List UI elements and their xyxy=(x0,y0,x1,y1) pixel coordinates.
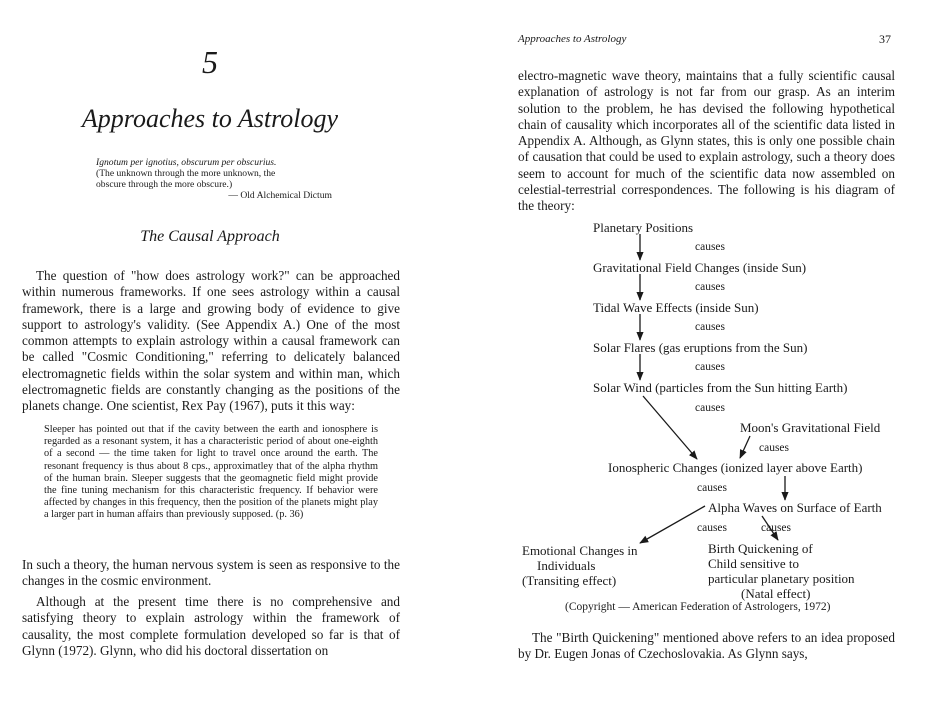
causes-label-8: causes xyxy=(697,522,728,534)
block-quote: Sleeper has pointed out that if the cavity between the earth and ionosphere is regarded as a resonant system, it has a characteristic period of about one-eighth of a second — the time taken for light to travel once around the earth. The resonant frequency is thus about 8 cps., approximatley that of the alpha rhythm of the human brain. Sleeper suggests that the geomagnetic field might provide the fine tuning mechanism for this characteristic frequency. If behavior were affected by changes in this frequency, then the position of the planets might play a larger part in human affairs than previously supposed. (p. 36) xyxy=(44,424,378,521)
right-page xyxy=(475,0,950,709)
node-moons-field: Moon's Gravitational Field xyxy=(740,420,881,435)
diagram-copyright: (Copyright — American Federation of Astrologers, 1972) xyxy=(565,601,831,613)
arrow-5 xyxy=(643,396,697,459)
right-paragraph-2: The "Birth Quickening" mentioned above refers to an idea proposed by Dr. Eugen Jonas of Czechoslovakia. As Glynn says, xyxy=(518,630,895,662)
running-head: Approaches to Astrology xyxy=(518,33,627,45)
section-title: The Causal Approach xyxy=(140,228,280,245)
arrow-8 xyxy=(640,506,705,543)
node-birth-line-4: (Natal effect) xyxy=(741,586,811,601)
causes-label-9: causes xyxy=(761,522,792,534)
causes-label-5: causes xyxy=(695,402,726,414)
node-birth-line-3: particular planetary position xyxy=(708,571,855,586)
node-emotional-line-2: Individuals xyxy=(537,558,596,573)
causes-label-3: causes xyxy=(695,321,726,333)
node-planetary-positions: Planetary Positions xyxy=(593,220,694,235)
causes-label-6: causes xyxy=(759,442,790,454)
epigraph-translation-line-1: (The unknown through the more unknown, the xyxy=(96,168,276,179)
node-ionospheric: Ionospheric Changes (ionized layer above Earth) xyxy=(608,460,863,475)
left-paragraph-2: In such a theory, the human nervous system is seen as responsive to the changes in the cosmic environment. xyxy=(22,557,400,589)
left-paragraph-1: The question of "how does astrology work?" can be approached within numerous frameworks. If one sees astrology within a causal framework, there is a large and growing body of evidence to give support to astrology's validity. (See Appendix A.) One of the most common attempts to explain astrology within a causal framework can be called "Cosmic Conditioning," referring to delicately balanced electromagnetic fields within the solar system and within man, which electromagnetic fields are constantly changing as the positions of the planets change. One scientist, Rex Pay (1967), puts it this way: xyxy=(22,268,400,414)
node-gravitational-field: Gravitational Field Changes (inside Sun) xyxy=(593,260,807,275)
causes-label-1: causes xyxy=(695,241,726,253)
epigraph xyxy=(96,157,336,201)
causality-diagram xyxy=(475,0,950,709)
node-solar-flares: Solar Flares (gas eruptions from the Sun) xyxy=(593,340,808,355)
node-solar-wind: Solar Wind (particles from the Sun hitting Earth) xyxy=(593,380,848,395)
epigraph-latin: Ignotum per ignotius, obscurum per obscurius. xyxy=(96,157,277,168)
epigraph-attribution: — Old Alchemical Dictum xyxy=(228,190,332,201)
chapter-title: Approaches to Astrology xyxy=(81,104,339,133)
epigraph-translation-line-2: obscure through the more obscure.) xyxy=(96,179,233,190)
node-emotional-line-3: (Transiting effect) xyxy=(522,573,617,588)
node-alpha-waves: Alpha Waves on Surface of Earth xyxy=(708,500,882,515)
node-birth-line-2: Child sensitive to xyxy=(708,556,799,571)
left-paragraph-3: Although at the present time there is no comprehensive and satisfying theory to explain astrology within the framework of causality, the most complete formulation developed so far is that of Glynn (1972). Glynn, who did his doctoral dissertation on xyxy=(22,594,400,658)
right-paragraph-1: electro-magnetic wave theory, maintains that a fully scientific causal explanation of astrology is not far from our grasp. As an interim solution to the problem, he has devised the following hypothetical chain of causality which incorporates all of the scientific data listed in Appendix A. Although, as Glynn states, this is only one possible chain of causation that could be used to explain astrology, such a theory does seem to account for much of the scientific data now assembled on celestial-terrestrial correspondences. The following is his diagram of the theory: xyxy=(518,68,895,214)
causes-label-4: causes xyxy=(695,361,726,373)
chapter-number: 5 xyxy=(202,44,218,80)
node-tidal-wave: Tidal Wave Effects (inside Sun) xyxy=(593,300,759,315)
page-number: 37 xyxy=(879,32,891,46)
causes-label-7: causes xyxy=(697,482,728,494)
causes-label-2: causes xyxy=(695,281,726,293)
node-emotional-line-1: Emotional Changes in xyxy=(522,543,638,558)
arrow-6 xyxy=(740,436,750,458)
node-birth-line-1: Birth Quickening of xyxy=(708,541,813,556)
